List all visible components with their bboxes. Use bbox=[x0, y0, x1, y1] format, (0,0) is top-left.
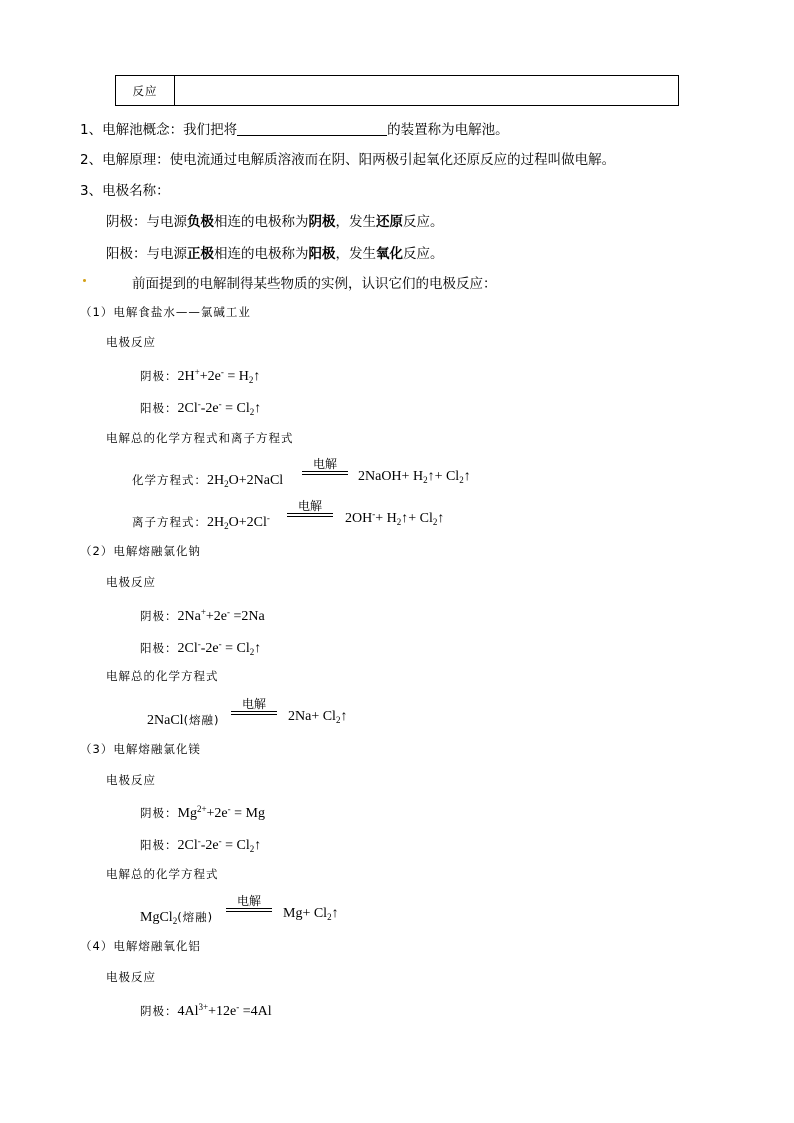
s3-anode-eq: 阳极：$2Cl^--2e^- = Cl_2↑$ bbox=[140, 836, 262, 854]
s1-ion-eq: 离子方程式：$2H_2O+2Cl^-$ bbox=[132, 513, 270, 531]
s2-total-eq: 2NaCl(熔融) bbox=[147, 713, 220, 728]
reaction-table bbox=[115, 75, 679, 106]
s3-cathode-eq: 阴极：$Mg^{2+}+2e^- = Mg$ bbox=[140, 804, 265, 821]
cathode-definition: 阴极：与电源负极相连的电极称为阴极，发生还原反应。 bbox=[106, 214, 444, 230]
intro-text: 前面提到的电解制得某些物质的实例，认识它们的电极反应： bbox=[132, 276, 497, 292]
s1-ion-products: $2OH^-+ H_2↑+$ $Cl_2↑$ bbox=[345, 509, 445, 527]
s1-total-title: 电解总的化学方程式和离子方程式 bbox=[106, 431, 294, 445]
section-1-title: （1）电解食盐水——氯碱工业 bbox=[80, 305, 251, 319]
s1-electrode-title: 电极反应 bbox=[106, 335, 156, 349]
s1-chem-eq: 化学方程式：$2H_2O+2NaCl$ bbox=[132, 473, 284, 489]
section-4-title: （4）电解熔融氧化铝 bbox=[80, 939, 201, 953]
s2-total-title: 电解总的化学方程式 bbox=[106, 669, 219, 683]
s1-chem-products: 2NaOH+ $H_2↑+$ $Cl_2↑$ bbox=[358, 469, 471, 485]
s3-total-eq: MgCl$_2$(熔融) bbox=[140, 910, 214, 926]
electrolysis-arrow: 电解 bbox=[231, 697, 277, 715]
s1-anode-eq: 阳极：$2Cl^--2e^- = Cl_2↑$ bbox=[140, 399, 262, 417]
s4-cathode-eq: 阴极：$4Al^{3+}+12e^- =4Al$ bbox=[140, 1002, 272, 1019]
s2-total-products: $2Na+ Cl_2↑$ bbox=[288, 709, 348, 725]
item-1: 1、电解池概念：我们把将 的装置称为电解池。 bbox=[80, 122, 509, 138]
s3-total-products: $Mg+ Cl_2↑$ bbox=[283, 906, 339, 922]
s1-cathode-eq: 阴极：$2H^++2e^- = H_2↑$ bbox=[140, 367, 261, 385]
s3-electrode-title: 电极反应 bbox=[106, 773, 156, 787]
electrolysis-arrow: 电解 bbox=[287, 499, 333, 517]
s4-electrode-title: 电极反应 bbox=[106, 970, 156, 984]
s2-anode-eq: 阳极：$2Cl^--2e^- = Cl_2↑$ bbox=[140, 639, 262, 657]
electrolysis-arrow: 电解 bbox=[302, 457, 348, 475]
s3-total-title: 电解总的化学方程式 bbox=[106, 867, 219, 881]
fill-blank bbox=[237, 123, 387, 136]
anode-definition: 阳极：与电源正极相连的电极称为阳极，发生氧化反应。 bbox=[106, 246, 444, 262]
s2-cathode-eq: 阴极：2Na++2e- =2Na bbox=[140, 607, 265, 624]
electrolysis-arrow: 电解 bbox=[226, 894, 272, 912]
section-2-title: （2）电解熔融氯化钠 bbox=[80, 544, 201, 558]
section-3-title: （3）电解熔融氯化镁 bbox=[80, 742, 201, 756]
table-row-label: 反应 bbox=[116, 76, 175, 105]
item-2: 2、电解原理：使电流通过电解质溶液而在阴、阳两极引起氧化还原反应的过程叫做电解。 bbox=[80, 152, 616, 168]
bullet-dot bbox=[83, 279, 86, 282]
s2-electrode-title: 电极反应 bbox=[106, 575, 156, 589]
item-3: 3、电极名称： bbox=[80, 183, 170, 199]
